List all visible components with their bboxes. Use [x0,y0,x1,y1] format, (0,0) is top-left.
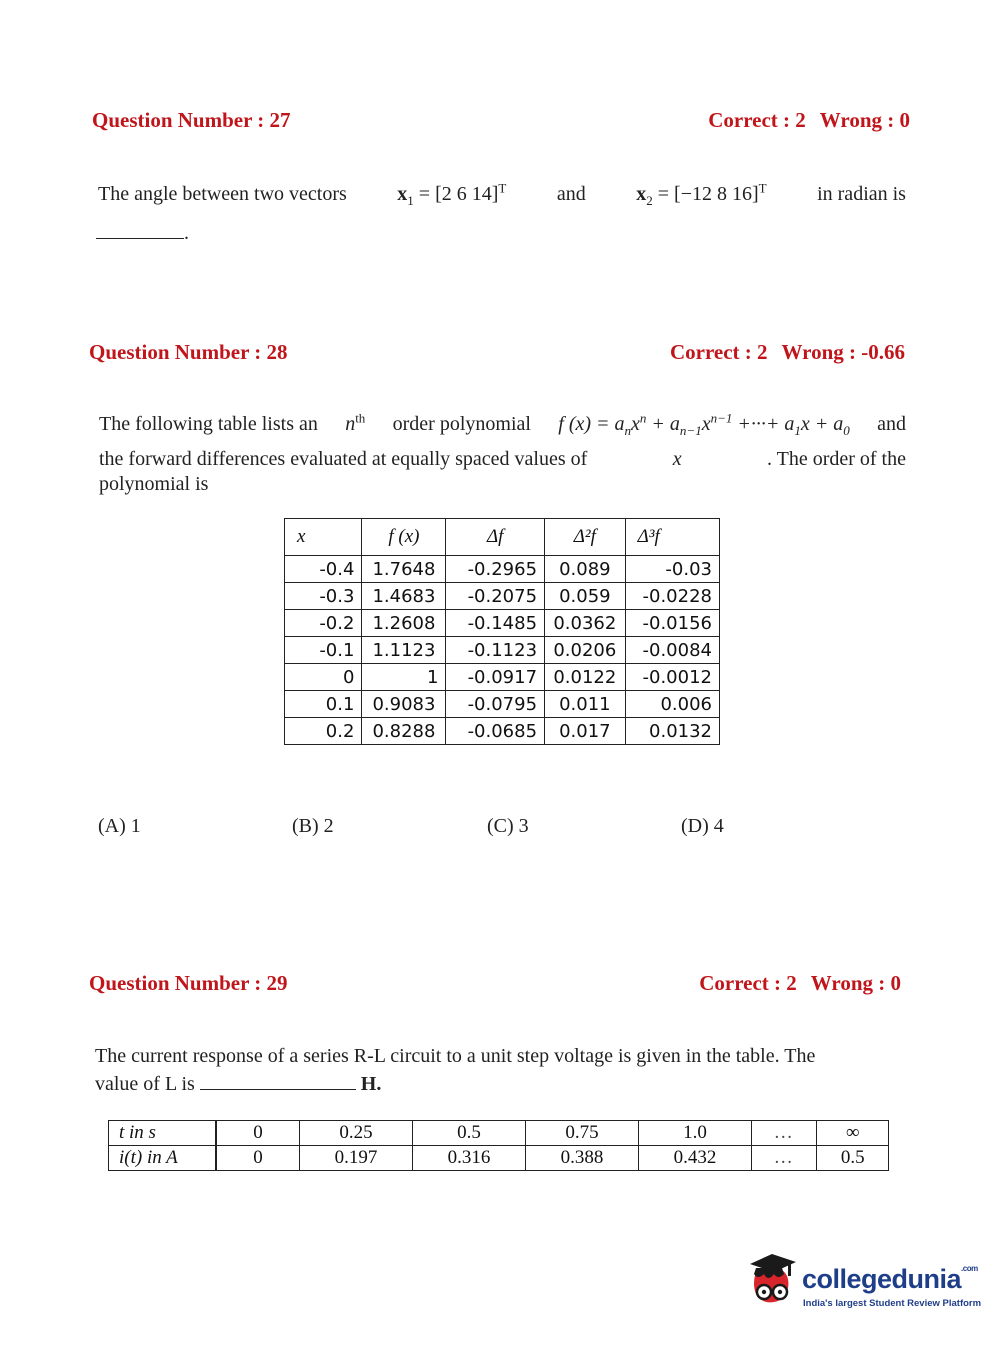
cell-delta3-f: -0.0228 [625,583,719,610]
q27-heading: Question Number : 27 [92,108,291,132]
cell-delta3-f: -0.0156 [625,610,719,637]
table-row [285,691,720,718]
q27-wrong: Wrong : 0 [819,108,910,132]
header-fx: f (x) [362,519,446,556]
table-cell: … [751,1121,817,1146]
cell-delta2-f: 0.0122 [545,664,626,691]
q27-correct: Correct : 2 [708,108,806,132]
mascot-icon [742,1250,802,1316]
table-row [285,556,720,583]
cell-delta2-f: 0.0206 [545,637,626,664]
cell-delta2-f: 0.017 [545,718,626,745]
table-cell: 0.197 [300,1146,413,1171]
cell-x: -0.4 [285,556,362,583]
cell-x: 0.2 [285,718,362,745]
q28-wrong: Wrong : -0.66 [781,340,905,364]
q29-wrong: Wrong : 0 [810,971,901,995]
table-row [109,1121,889,1146]
q28-line1-end: and [877,413,906,435]
header-delta3-f: Δ³f [625,519,719,556]
rl-response-table [108,1120,889,1171]
cell-delta-f: -0.2075 [446,583,545,610]
table-row [285,610,720,637]
q29-line2 [95,1069,381,1097]
table-cell: 0.432 [638,1146,751,1171]
table-cell: … [751,1146,817,1171]
q27-answer-blank: . [96,220,189,246]
q29-line2-text: value of L is [95,1073,195,1095]
cell-delta-f: -0.1485 [446,610,545,637]
cell-fx: 1.4683 [362,583,446,610]
cell-fx: 0.8288 [362,718,446,745]
table-cell: 0.316 [412,1146,525,1171]
q29-unit: H. [360,1073,382,1095]
q28-line1-text-b: order polynomial [392,413,531,435]
table-cell: 0 [216,1146,300,1171]
option-d[interactable]: (D) 4 [681,815,724,837]
option-c[interactable]: (C) 3 [487,815,529,837]
q28-line2-x: x [672,448,682,470]
table-row [285,583,720,610]
q28-line1 [99,411,906,437]
logo-tagline: India's largest Student Review Platform [803,1298,982,1309]
cell-delta-f: -0.2965 [446,556,545,583]
q28-nth: $n^{th}$ [345,410,366,435]
table-row [109,1146,889,1171]
q29-score [699,971,901,996]
table-cell: 0 [216,1121,300,1146]
q29-answer-blank [200,1069,356,1090]
q28-score [670,340,905,365]
difference-table-header [285,519,720,556]
cell-delta2-f: 0.011 [545,691,626,718]
q28-line3: polynomial is [99,473,209,495]
q28-line2-text-b: . The order of the [766,448,906,470]
cell-delta-f: -0.0685 [446,718,545,745]
cell-delta3-f: -0.0012 [625,664,719,691]
cell-fx: 0.9083 [362,691,446,718]
cell-delta3-f: -0.03 [625,556,719,583]
table-cell: ∞ [817,1121,889,1146]
q27-text-end: in radian is [817,183,906,205]
q29-heading: Question Number : 29 [89,971,288,995]
q27-text-start: The angle between two vectors [98,183,347,205]
row-label-time: t in s [109,1121,217,1146]
q28-heading: Question Number : 28 [89,340,288,364]
q27-and: and [556,183,586,205]
difference-table [284,518,720,745]
q28-line2 [99,446,906,472]
option-b[interactable]: (B) 2 [292,815,334,837]
cell-delta3-f: 0.0132 [625,718,719,745]
cell-x: -0.2 [285,610,362,637]
table-row [285,718,720,745]
cell-delta2-f: 0.089 [545,556,626,583]
table-row [285,637,720,664]
cell-delta2-f: 0.059 [545,583,626,610]
table-cell: 0.5 [412,1121,525,1146]
cell-delta3-f: -0.0084 [625,637,719,664]
cell-delta2-f: 0.0362 [545,610,626,637]
q27-score [708,108,910,133]
cell-x: 0.1 [285,691,362,718]
table-cell: 0.75 [525,1121,638,1146]
cell-x: -0.1 [285,637,362,664]
header-delta-f: Δf [446,519,545,556]
q27-x1-expression: $x_1 = [2$ 6 14]$^T$ [397,180,507,208]
header-delta2-f: Δ²f [545,519,626,556]
q28-polynomial-formula: f $(x) = a_nx^n + a_{n-1}x^{n-1}$ +···+ $a_1x + a_0$ [558,410,850,438]
cell-fx: 1.7648 [362,556,446,583]
table-cell: 1.0 [638,1121,751,1146]
cell-fx: 1 [362,664,446,691]
q28-line2-text: the forward differences evaluated at equally spaced values of [99,448,588,470]
table-cell: 0.388 [525,1146,638,1171]
q28-line1-text: The following table lists an [99,413,318,435]
row-label-current: i(t) in A [109,1146,217,1171]
table-cell: 0.25 [300,1121,413,1146]
cell-fx: 1.1123 [362,637,446,664]
q28-correct: Correct : 2 [669,340,768,364]
q27-question-line [98,181,906,207]
q29-correct: Correct : 2 [699,971,797,995]
logo-wordmark: collegedunia$^{.com}$ [802,1264,978,1294]
cell-delta-f: -0.0795 [446,691,545,718]
cell-x: -0.3 [285,583,362,610]
q27-x2-expression: $x_2 = [-12$ 8 16]$^T$ [636,180,767,208]
cell-fx: 1.2608 [362,610,446,637]
header-x: x [285,519,362,556]
collegedunia-logo[interactable] [742,1250,982,1320]
option-a[interactable]: (A) 1 [98,815,141,837]
q29-line1: The current response of a series R-L circuit to a unit step voltage is given in the table. The [95,1045,816,1067]
cell-x: 0 [285,664,362,691]
cell-delta-f: -0.0917 [446,664,545,691]
table-cell: 0.5 [817,1146,889,1171]
cell-delta3-f: 0.006 [625,691,719,718]
cell-delta-f: -0.1123 [446,637,545,664]
table-row [285,664,720,691]
